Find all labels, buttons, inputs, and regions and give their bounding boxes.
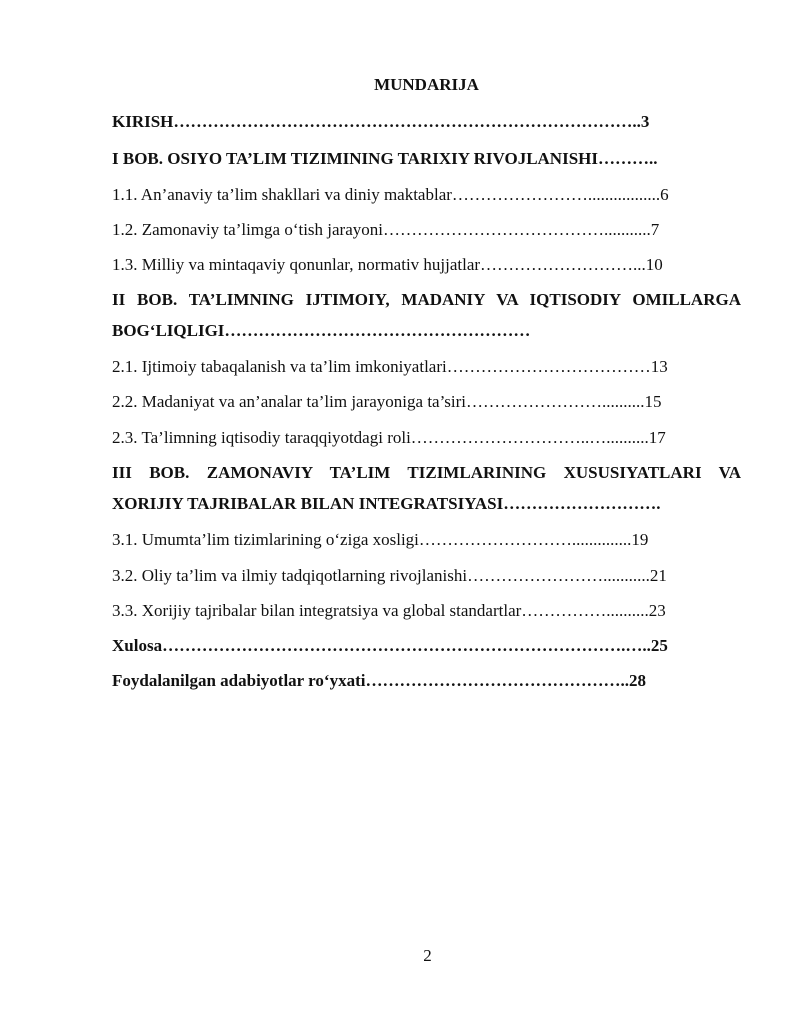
toc-section-2-1: 2.1. Ijtimoiy tabaqalanish va ta’lim imkoniyatlari………………………………13	[112, 357, 668, 376]
toc-section-1-2: 1.2. Zamonaviy ta’limga o‘tish jarayoni…………………………………...........7	[112, 220, 660, 239]
toc-entry-xulosa: Xulosa……………………………………………………………………….…..25	[112, 636, 668, 655]
toc-entry-bibliography: Foydalanilgan adabiyotlar ro‘yxati………………………………………..28	[112, 671, 646, 690]
toc-section-3-3: 3.3. Xorijiy tajribalar bilan integratsiya va global standartlar……………..........23	[112, 601, 666, 620]
toc-chapter-3-line-1: III BOB. ZAMONAVIY TA’LIM TIZIMLARINING XUSUSIYATLARI VA	[112, 463, 741, 482]
toc-chapter-3-line-2: XORIJIY TAJRIBALAR BILAN INTEGRATSIYASI……………………….	[112, 494, 661, 513]
toc-section-2-3: 2.3. Ta’limning iqtisodiy taraqqiyotdagi roli…………………………..…..........17	[112, 428, 666, 447]
toc-section-3-2: 3.2. Oliy ta’lim va ilmiy tadqiqotlarning rivojlanishi……………………...........21	[112, 566, 667, 585]
toc-section-3-1: 3.1. Umumta’lim tizimlarining o‘ziga xosligi………………………..............19	[112, 530, 649, 549]
toc-chapter-2-line-2: BOG‘LIQLIGI………………………………………………	[112, 321, 531, 340]
toc-chapter-2-line-1: II BOB. TA’LIMNING IJTIMOIY, MADANIY VA IQTISODIY OMILLARGA	[112, 290, 741, 309]
page-number: 2	[423, 946, 432, 965]
toc-section-1-1: 1.1. An’anaviy ta’lim shakllari va diniy maktablar…………………….................6	[112, 185, 669, 204]
toc-entry-kirish: KIRISH………………………………………………………………………..3	[112, 112, 650, 131]
toc-section-2-2: 2.2. Madaniyat va an’analar ta’lim jarayoniga ta’siri……………………..........15	[112, 392, 662, 411]
toc-section-1-3: 1.3. Milliy va mintaqaviy qonunlar, normativ hujjatlar………………………...10	[112, 255, 663, 274]
toc-chapter-1: I BOB. OSIYO TA’LIM TIZIMINING TARIXIY RIVOJLANISHI………..	[112, 149, 658, 168]
toc-title: MUNDARIJA	[374, 75, 479, 94]
